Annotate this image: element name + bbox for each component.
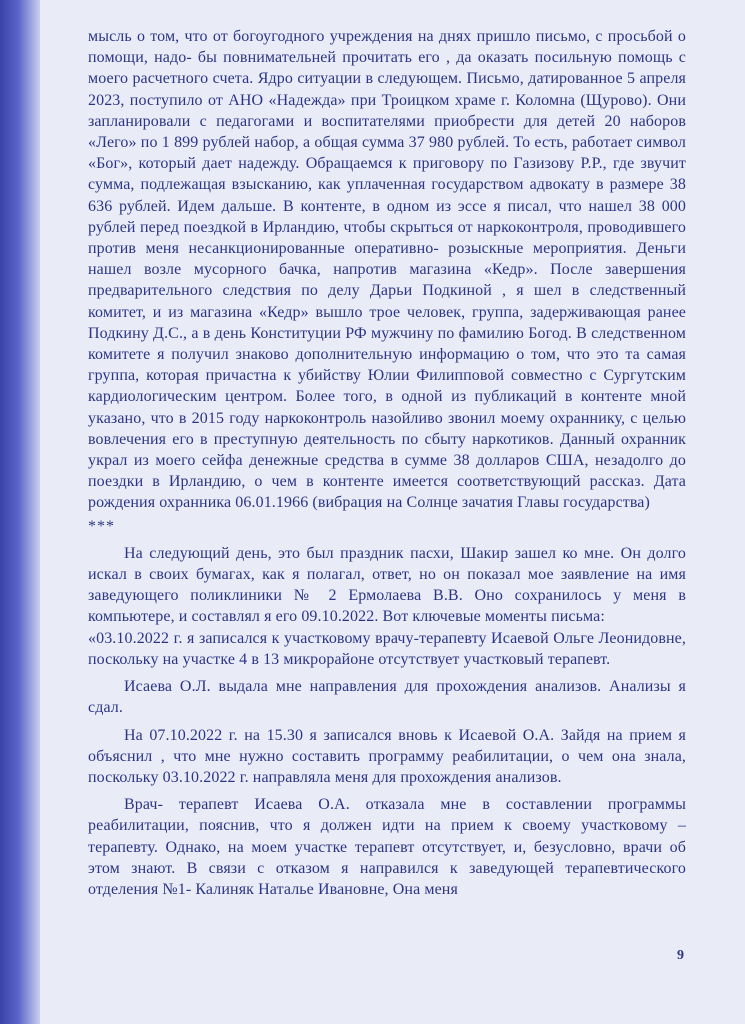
- paragraph-4: Исаева О.Л. выдала мне направления для прохождения анализов. Анализы я сдал.: [88, 678, 686, 717]
- paragraph-2: На следующий день, это был праздник пасхи, Шакир зашел ко мне. Он долго искал в своих бумагах, как я полагал, ответ, но он показал мое заявление на имя заведующего поликлиники № 2 Ермолаева В.В. Оно сохранилось у меня в компьютере, и составлял я его 09.10.2022. Вот ключевые моменты письма:: [88, 544, 686, 626]
- paragraph-5: На 07.10.2022 г. на 15.30 я записался вновь к Исаевой О.А. Зайдя на прием я объяснил , что мне нужно составить программу реабилитации, о чем она знала, поскольку 03.10.2022 г. направляла меня для прохождения анализов.: [88, 726, 686, 786]
- paragraph-6: Врач- терапевт Исаева О.А. отказала мне в составлении программы реабилитации, пояснив, что я должен идти на прием к своему участковому – терапевту. Однако, на моем участке терапевт отсутствует, и, безусловно, врачи об этом знают. В связи с отказом я направился к заведующей терапевтического отделения №1- Калиняк Наталье Ивановне, Она меня: [88, 796, 686, 898]
- page-number: 9: [677, 948, 684, 963]
- paragraph-1: мысль о том, что от богоугодного учреждения на днях пришло письмо, с просьбой о помощи, надо- бы повнимательней прочитать его , да оказать посильную помощь с моего расчетного счета. Ядро ситуации в следующем. Письмо, датированное 5 апреля 2023, поступило от АНО «Надежда» при Троицком храме г. Коломна (Щурово). Они запланировали с педагогами и воспитателями приобрести для детей 20 наборов «Лего» по 1 899 рублей набор, а общая сумма 37 980 рублей. То есть, работает символ «Бог», который дает надежду. Обращаемся к приговору по Газизову Р.Р., где звучит сумма, подлежащая взысканию, как уплаченная государством адвокату в размере 38 636 рублей. Идем дальше. В контенте, в одном из эссе я писал, что нашел 38 000 рублей перед поездкой в Ирландию, чтобы скрыться от наркоконтроля, проводившего против меня несанкционированные оперативно- розыскные мероприятия. Деньги нашел возле мусорного бачка, напротив магазина «Кедр». После завершения предварительного следствия по делу Дарьи Подкиной , я шел в следственный комитет, и из магазина «Кедр» вышло трое человек, группа, задерживающая ранее Подкину Д.С., а в день Конституции РФ мужчину по фамилию Богод. В следственном комитете я получил знаково дополнительную информацию о том, что это та самая группа, которая причастна к убийству Юлии Филипповой совместно с Сургутским кардиологическим центром. Более того, в одной из публикаций в контенте мной указано, что в 2015 году наркоконтроль назойливо звонил моему охраннику, с целью вовлечения его в преступную деятельность по сбыту наркотиков. Данный охранник украл из моего сейфа денежные средства в сумме 38 долларов США, незадолго до поездки в Ирландию, о чем в контенте имеется соответствующий рассказ. Дата рождения охранника 06.01.1966 (вибрация на Солнце зачатия Главы государства): [88, 28, 686, 512]
- document-body: [88, 26, 686, 900]
- paragraph-3: «03.10.2022 г. я записался к участковому врачу-терапевту Исаевой Ольге Леонидовне, поскольку на участке 4 в 13 микрорайоне отсутствует участковый терапевт.: [88, 629, 686, 668]
- section-separator: ***: [88, 517, 115, 535]
